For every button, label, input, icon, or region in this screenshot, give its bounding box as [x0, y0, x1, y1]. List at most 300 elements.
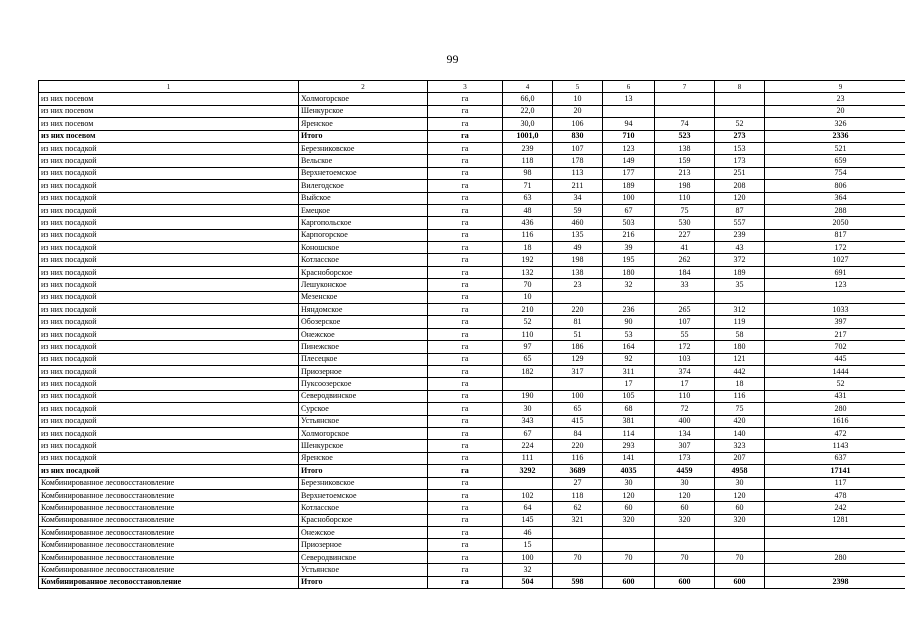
value-cell: 114 — [603, 427, 655, 439]
value-cell: 159 — [655, 155, 715, 167]
col-header: 7 — [655, 81, 715, 93]
table-row — [39, 527, 905, 539]
total-cell — [765, 291, 905, 303]
value-cell: 105 — [603, 390, 655, 402]
district-cell: Итого — [299, 465, 428, 477]
value-cell: 557 — [715, 217, 765, 229]
district-cell: Вилегодское — [299, 180, 428, 192]
table-row — [39, 328, 905, 340]
table-row-total — [39, 576, 905, 588]
category-cell: из них посадкой — [39, 403, 299, 415]
district-cell: Устьянское — [299, 564, 428, 576]
table-row — [39, 93, 905, 105]
value-cell: 4459 — [655, 465, 715, 477]
value-cell: 220 — [553, 440, 603, 452]
district-cell: Лешуконское — [299, 279, 428, 291]
value-cell: 220 — [553, 304, 603, 316]
unit-cell: га — [428, 378, 503, 390]
value-cell: 320 — [715, 514, 765, 526]
value-cell: 211 — [553, 180, 603, 192]
total-cell: 280 — [765, 403, 905, 415]
value-cell: 119 — [715, 316, 765, 328]
district-cell: Пуксоозерское — [299, 378, 428, 390]
district-cell: Вельское — [299, 155, 428, 167]
district-cell: Яренское — [299, 118, 428, 130]
value-cell: 140 — [715, 427, 765, 439]
value-cell: 320 — [655, 514, 715, 526]
value-cell: 311 — [603, 365, 655, 377]
value-cell: 173 — [655, 452, 715, 464]
value-cell: 312 — [715, 304, 765, 316]
value-cell: 59 — [553, 204, 603, 216]
table-row — [39, 229, 905, 241]
unit-cell: га — [428, 390, 503, 402]
value-cell: 65 — [503, 353, 553, 365]
table-row — [39, 502, 905, 514]
col-header: 2 — [299, 81, 428, 93]
value-cell: 49 — [553, 242, 603, 254]
value-cell: 30,0 — [503, 118, 553, 130]
value-cell: 600 — [715, 576, 765, 588]
table-row — [39, 365, 905, 377]
category-cell: из них посадкой — [39, 242, 299, 254]
district-cell: Выйское — [299, 192, 428, 204]
value-cell: 63 — [503, 192, 553, 204]
total-cell: 242 — [765, 502, 905, 514]
unit-cell: га — [428, 217, 503, 229]
category-cell: Комбинированное лесовосстановление — [39, 539, 299, 551]
unit-cell: га — [428, 440, 503, 452]
value-cell: 103 — [655, 353, 715, 365]
value-cell: 173 — [715, 155, 765, 167]
unit-cell: га — [428, 415, 503, 427]
category-cell: из них посадкой — [39, 328, 299, 340]
value-cell: 189 — [715, 266, 765, 278]
table-row — [39, 514, 905, 526]
unit-cell: га — [428, 403, 503, 415]
table-row — [39, 266, 905, 278]
total-cell: 117 — [765, 477, 905, 489]
unit-cell: га — [428, 291, 503, 303]
district-cell: Коношское — [299, 242, 428, 254]
total-cell: 478 — [765, 489, 905, 501]
table-row — [39, 551, 905, 563]
district-cell: Котласское — [299, 502, 428, 514]
total-cell: 754 — [765, 167, 905, 179]
value-cell: 60 — [655, 502, 715, 514]
category-cell: из них посадкой — [39, 180, 299, 192]
value-cell: 23 — [553, 279, 603, 291]
col-header: 8 — [715, 81, 765, 93]
value-cell — [553, 291, 603, 303]
value-cell: 87 — [715, 204, 765, 216]
total-cell: 1033 — [765, 304, 905, 316]
value-cell: 236 — [603, 304, 655, 316]
total-cell: 659 — [765, 155, 905, 167]
value-cell: 4958 — [715, 465, 765, 477]
total-cell: 431 — [765, 390, 905, 402]
value-cell — [603, 564, 655, 576]
unit-cell: га — [428, 93, 503, 105]
value-cell: 116 — [715, 390, 765, 402]
value-cell: 118 — [553, 489, 603, 501]
value-cell: 600 — [603, 576, 655, 588]
district-cell: Итого — [299, 576, 428, 588]
category-cell: из них посадкой — [39, 390, 299, 402]
header-row — [39, 81, 905, 93]
value-cell: 123 — [603, 142, 655, 154]
table-row — [39, 440, 905, 452]
value-cell — [655, 93, 715, 105]
value-cell: 1001,0 — [503, 130, 553, 142]
value-cell — [655, 105, 715, 117]
value-cell: 216 — [603, 229, 655, 241]
table-row — [39, 180, 905, 192]
value-cell: 94 — [603, 118, 655, 130]
total-cell: 123 — [765, 279, 905, 291]
value-cell: 321 — [553, 514, 603, 526]
value-cell: 70 — [715, 551, 765, 563]
value-cell: 58 — [715, 328, 765, 340]
value-cell: 100 — [553, 390, 603, 402]
category-cell: из них посадкой — [39, 254, 299, 266]
value-cell: 3689 — [553, 465, 603, 477]
district-cell: Плесецкое — [299, 353, 428, 365]
total-cell: 2398 — [765, 576, 905, 588]
value-cell: 32 — [503, 564, 553, 576]
value-cell: 70 — [553, 551, 603, 563]
value-cell — [715, 291, 765, 303]
unit-cell: га — [428, 316, 503, 328]
category-cell: из них посадкой — [39, 465, 299, 477]
value-cell: 51 — [553, 328, 603, 340]
value-cell: 208 — [715, 180, 765, 192]
value-cell: 67 — [503, 427, 553, 439]
value-cell: 504 — [503, 576, 553, 588]
value-cell: 102 — [503, 489, 553, 501]
unit-cell: га — [428, 279, 503, 291]
unit-cell: га — [428, 551, 503, 563]
unit-cell: га — [428, 254, 503, 266]
value-cell: 134 — [655, 427, 715, 439]
value-cell: 30 — [715, 477, 765, 489]
col-header: 4 — [503, 81, 553, 93]
unit-cell: га — [428, 527, 503, 539]
value-cell — [715, 105, 765, 117]
total-cell — [765, 527, 905, 539]
value-cell: 198 — [655, 180, 715, 192]
unit-cell: га — [428, 502, 503, 514]
value-cell: 120 — [655, 489, 715, 501]
total-cell: 280 — [765, 551, 905, 563]
value-cell: 33 — [655, 279, 715, 291]
category-cell: из них посадкой — [39, 167, 299, 179]
value-cell: 30 — [503, 403, 553, 415]
total-cell: 1281 — [765, 514, 905, 526]
value-cell: 400 — [655, 415, 715, 427]
table-row — [39, 353, 905, 365]
value-cell: 60 — [715, 502, 765, 514]
unit-cell: га — [428, 167, 503, 179]
table-row — [39, 242, 905, 254]
category-cell: Комбинированное лесовосстановление — [39, 527, 299, 539]
value-cell — [553, 378, 603, 390]
value-cell: 22,0 — [503, 105, 553, 117]
total-cell: 1027 — [765, 254, 905, 266]
value-cell: 415 — [553, 415, 603, 427]
unit-cell: га — [428, 514, 503, 526]
value-cell: 190 — [503, 390, 553, 402]
category-cell: из них посадкой — [39, 353, 299, 365]
value-cell: 149 — [603, 155, 655, 167]
unit-cell: га — [428, 105, 503, 117]
value-cell: 10 — [503, 291, 553, 303]
table-row — [39, 403, 905, 415]
value-cell: 164 — [603, 341, 655, 353]
value-cell: 97 — [503, 341, 553, 353]
district-cell: Яренское — [299, 452, 428, 464]
value-cell: 598 — [553, 576, 603, 588]
district-cell: Шенкурское — [299, 440, 428, 452]
data-table — [38, 80, 905, 589]
district-cell: Каргопольское — [299, 217, 428, 229]
value-cell: 110 — [503, 328, 553, 340]
value-cell — [553, 564, 603, 576]
category-cell: из них посадкой — [39, 440, 299, 452]
category-cell: из них посадкой — [39, 291, 299, 303]
value-cell: 172 — [655, 341, 715, 353]
total-cell: 217 — [765, 328, 905, 340]
category-cell: из них посадкой — [39, 229, 299, 241]
value-cell: 317 — [553, 365, 603, 377]
total-cell: 288 — [765, 204, 905, 216]
total-cell: 52 — [765, 378, 905, 390]
category-cell: из них посадкой — [39, 266, 299, 278]
unit-cell: га — [428, 328, 503, 340]
col-header: 5 — [553, 81, 603, 93]
district-cell: Сурское — [299, 403, 428, 415]
value-cell: 460 — [553, 217, 603, 229]
total-cell — [765, 564, 905, 576]
unit-cell: га — [428, 142, 503, 154]
value-cell — [715, 539, 765, 551]
unit-cell: га — [428, 341, 503, 353]
unit-cell: га — [428, 427, 503, 439]
value-cell: 70 — [655, 551, 715, 563]
district-cell: Карпогорское — [299, 229, 428, 241]
value-cell: 132 — [503, 266, 553, 278]
unit-cell: га — [428, 452, 503, 464]
value-cell: 110 — [655, 390, 715, 402]
category-cell: из них посадкой — [39, 316, 299, 328]
value-cell: 64 — [503, 502, 553, 514]
value-cell: 262 — [655, 254, 715, 266]
unit-cell: га — [428, 304, 503, 316]
table-row — [39, 291, 905, 303]
value-cell: 48 — [503, 204, 553, 216]
total-cell: 17141 — [765, 465, 905, 477]
value-cell: 178 — [553, 155, 603, 167]
value-cell: 224 — [503, 440, 553, 452]
value-cell: 41 — [655, 242, 715, 254]
total-cell: 1616 — [765, 415, 905, 427]
value-cell: 53 — [603, 328, 655, 340]
district-cell: Устьянское — [299, 415, 428, 427]
value-cell: 98 — [503, 167, 553, 179]
category-cell: из них посадкой — [39, 452, 299, 464]
total-cell: 806 — [765, 180, 905, 192]
unit-cell: га — [428, 155, 503, 167]
value-cell: 182 — [503, 365, 553, 377]
table-row — [39, 155, 905, 167]
value-cell: 100 — [603, 192, 655, 204]
value-cell: 18 — [715, 378, 765, 390]
value-cell: 84 — [553, 427, 603, 439]
value-cell: 530 — [655, 217, 715, 229]
table-row — [39, 105, 905, 117]
value-cell: 71 — [503, 180, 553, 192]
value-cell: 107 — [553, 142, 603, 154]
district-cell: Итого — [299, 130, 428, 142]
value-cell — [715, 93, 765, 105]
value-cell: 68 — [603, 403, 655, 415]
value-cell: 18 — [503, 242, 553, 254]
value-cell: 92 — [603, 353, 655, 365]
table-row — [39, 390, 905, 402]
value-cell: 111 — [503, 452, 553, 464]
value-cell: 192 — [503, 254, 553, 266]
value-cell — [553, 539, 603, 551]
value-cell: 46 — [503, 527, 553, 539]
value-cell: 442 — [715, 365, 765, 377]
value-cell: 110 — [655, 192, 715, 204]
value-cell: 129 — [553, 353, 603, 365]
total-cell: 20 — [765, 105, 905, 117]
unit-cell: га — [428, 130, 503, 142]
category-cell: из них посадкой — [39, 204, 299, 216]
value-cell — [553, 527, 603, 539]
value-cell — [603, 291, 655, 303]
value-cell — [715, 564, 765, 576]
table-row — [39, 427, 905, 439]
category-cell: Комбинированное лесовосстановление — [39, 477, 299, 489]
district-cell: Емецкое — [299, 204, 428, 216]
category-cell: из них посадкой — [39, 365, 299, 377]
value-cell: 180 — [603, 266, 655, 278]
category-cell: из них посевом — [39, 105, 299, 117]
value-cell: 374 — [655, 365, 715, 377]
district-cell: Котласское — [299, 254, 428, 266]
table-row-total — [39, 465, 905, 477]
value-cell: 213 — [655, 167, 715, 179]
total-cell: 326 — [765, 118, 905, 130]
value-cell: 74 — [655, 118, 715, 130]
table-row-total — [39, 130, 905, 142]
table-row — [39, 489, 905, 501]
value-cell: 503 — [603, 217, 655, 229]
value-cell: 523 — [655, 130, 715, 142]
district-cell: Обозерское — [299, 316, 428, 328]
unit-cell: га — [428, 229, 503, 241]
unit-cell: га — [428, 180, 503, 192]
value-cell: 239 — [503, 142, 553, 154]
table-row — [39, 142, 905, 154]
category-cell: из них посадкой — [39, 415, 299, 427]
value-cell: 210 — [503, 304, 553, 316]
unit-cell: га — [428, 192, 503, 204]
table-row — [39, 167, 905, 179]
value-cell: 90 — [603, 316, 655, 328]
category-cell: Комбинированное лесовосстановление — [39, 489, 299, 501]
category-cell: Комбинированное лесовосстановление — [39, 576, 299, 588]
district-cell: Шенкурское — [299, 105, 428, 117]
value-cell: 52 — [503, 316, 553, 328]
value-cell: 75 — [655, 204, 715, 216]
value-cell: 120 — [715, 489, 765, 501]
col-header: 3 — [428, 81, 503, 93]
unit-cell: га — [428, 266, 503, 278]
value-cell: 239 — [715, 229, 765, 241]
value-cell: 138 — [655, 142, 715, 154]
value-cell: 138 — [553, 266, 603, 278]
value-cell: 227 — [655, 229, 715, 241]
total-cell: 2336 — [765, 130, 905, 142]
total-cell: 2050 — [765, 217, 905, 229]
total-cell: 702 — [765, 341, 905, 353]
district-cell: Холмогорское — [299, 93, 428, 105]
value-cell — [603, 105, 655, 117]
district-cell: Холмогорское — [299, 427, 428, 439]
value-cell: 32 — [603, 279, 655, 291]
category-cell: Комбинированное лесовосстановление — [39, 551, 299, 563]
value-cell: 106 — [553, 118, 603, 130]
district-cell: Онежское — [299, 328, 428, 340]
category-cell: из них посевом — [39, 93, 299, 105]
value-cell: 293 — [603, 440, 655, 452]
value-cell: 180 — [715, 341, 765, 353]
value-cell: 70 — [503, 279, 553, 291]
total-cell: 472 — [765, 427, 905, 439]
value-cell: 710 — [603, 130, 655, 142]
category-cell: из них посадкой — [39, 304, 299, 316]
value-cell: 323 — [715, 440, 765, 452]
value-cell — [655, 527, 715, 539]
total-cell — [765, 539, 905, 551]
col-header: 1 — [39, 81, 299, 93]
value-cell: 830 — [553, 130, 603, 142]
value-cell: 10 — [553, 93, 603, 105]
unit-cell: га — [428, 242, 503, 254]
table-row — [39, 217, 905, 229]
value-cell: 70 — [603, 551, 655, 563]
category-cell: из них посадкой — [39, 217, 299, 229]
value-cell: 420 — [715, 415, 765, 427]
value-cell: 65 — [553, 403, 603, 415]
value-cell: 120 — [715, 192, 765, 204]
unit-cell: га — [428, 539, 503, 551]
unit-cell: га — [428, 564, 503, 576]
total-cell: 691 — [765, 266, 905, 278]
total-cell: 1143 — [765, 440, 905, 452]
value-cell: 100 — [503, 551, 553, 563]
unit-cell: га — [428, 465, 503, 477]
value-cell — [655, 539, 715, 551]
district-cell: Верхнетоемское — [299, 489, 428, 501]
total-cell: 445 — [765, 353, 905, 365]
value-cell — [603, 527, 655, 539]
value-cell: 107 — [655, 316, 715, 328]
value-cell: 189 — [603, 180, 655, 192]
